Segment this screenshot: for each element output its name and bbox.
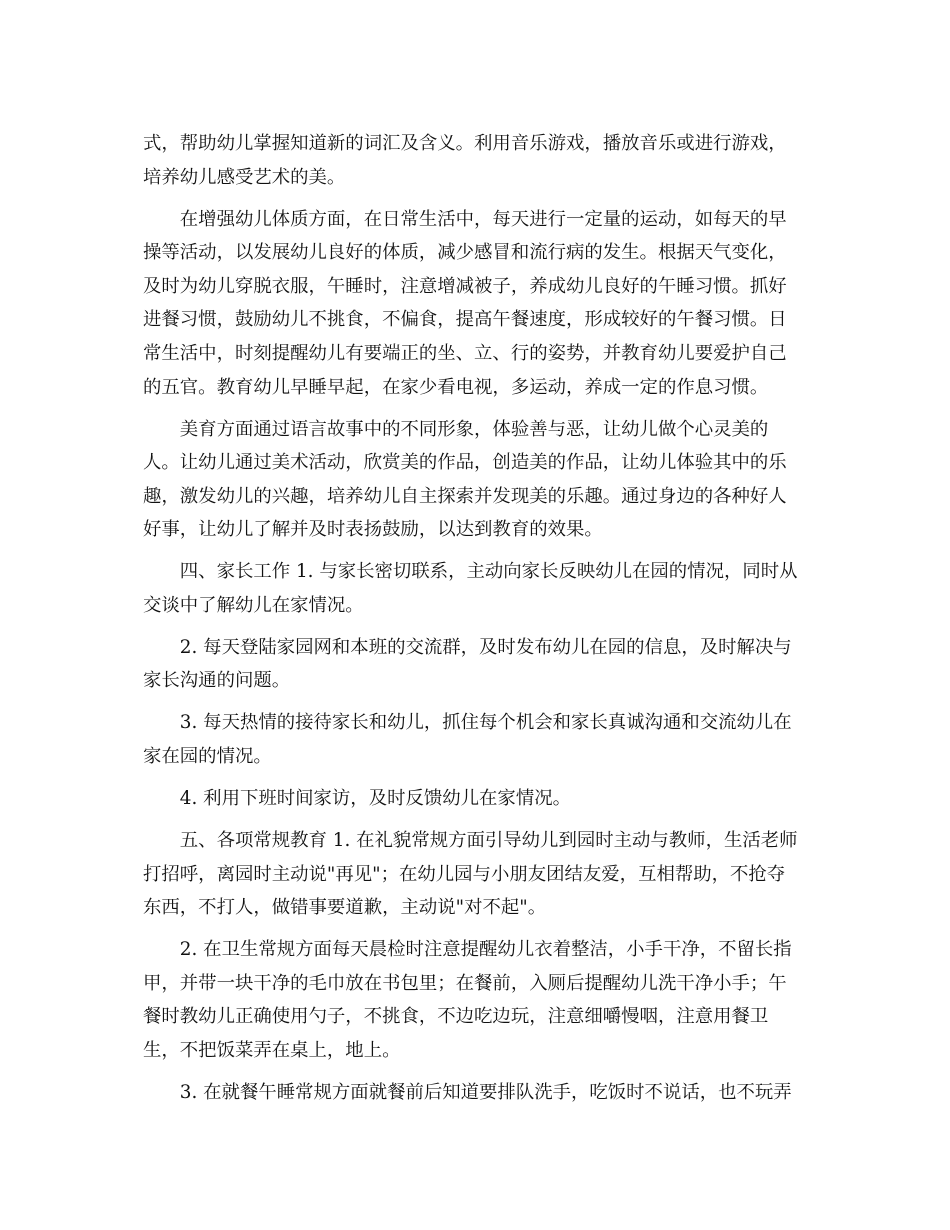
text-line: 生，不把饭菜弄在桌上，地上。 bbox=[143, 1039, 401, 1061]
text-line: 2. 在卫生常规方面每天晨检时注意提醒幼儿衣着整洁，小手干净，不留长指 bbox=[143, 939, 792, 961]
paragraph-parent-work-4 bbox=[143, 782, 803, 816]
text-line: 2. 每天登陆家园网和本班的交流群，及时发布幼儿在园的信息，及时解决与 bbox=[143, 636, 792, 658]
text-line: 在增强幼儿体质方面，在日常生活中，每天进行一定量的运动，如每天的早 bbox=[143, 208, 787, 230]
text-line: 家长沟通的问题。 bbox=[143, 670, 291, 692]
text-line: 3. 每天热情的接待家长和幼儿，抓住每个机会和家长真诚沟通和交流幼儿在 bbox=[143, 712, 792, 734]
text-line: 五、各项常规教育 1. 在礼貌常规方面引导幼儿到园时主动与教师，生活老师 bbox=[143, 830, 798, 852]
paragraph-routine-education-2 bbox=[143, 933, 803, 1067]
text-line: 交谈中了解幼儿在家情况。 bbox=[143, 594, 364, 616]
paragraph-routine-education-3 bbox=[143, 1076, 803, 1110]
text-line: 甲，并带一块干净的毛巾放在书包里；在餐前，入厕后提醒幼儿洗干净小手；午 bbox=[143, 972, 787, 994]
text-line: 美育方面通过语言故事中的不同形象，体验善与恶，让幼儿做个心灵美的 bbox=[143, 418, 769, 440]
paragraph-routine-education-1 bbox=[143, 824, 803, 925]
text-line: 餐时教幼儿正确使用勺子，不挑食，不边吃边玩，注意细嚼慢咽，注意用餐卫 bbox=[143, 1006, 769, 1028]
document-body bbox=[143, 127, 803, 1110]
paragraph-art-education-continued bbox=[143, 127, 803, 194]
text-line: 3. 在就餐午睡常规方面就餐前后知道要排队洗手，吃饭时不说话，也不玩弄 bbox=[143, 1081, 792, 1103]
text-line: 培养幼儿感受艺术的美。 bbox=[143, 166, 346, 188]
text-line: 东西，不打人，做错事要道歉，主动说"对不起"。 bbox=[143, 897, 547, 919]
text-line: 家在园的情况。 bbox=[143, 746, 272, 768]
paragraph-parent-work-1 bbox=[143, 555, 803, 622]
paragraph-physical-health bbox=[143, 203, 803, 405]
paragraph-aesthetic-education bbox=[143, 413, 803, 547]
text-line: 的五官。教育幼儿早睡早起，在家少看电视，多运动，养成一定的作息习惯。 bbox=[143, 376, 769, 398]
text-line: 好事，让幼儿了解并及时表扬鼓励，以达到教育的效果。 bbox=[143, 519, 603, 541]
text-line: 式，帮助幼儿掌握知道新的词汇及含义。利用音乐游戏，播放音乐或进行游戏， bbox=[143, 133, 787, 154]
text-line: 常生活中，时刻提醒幼儿有要端正的坐、立、行的姿势，并教育幼儿要爱护自己 bbox=[143, 342, 787, 364]
text-line: 四、家长工作 1. 与家长密切联系，主动向家长反映幼儿在园的情况，同时从 bbox=[143, 561, 798, 583]
text-line: 人。让幼儿通过美术活动，欣赏美的作品，创造美的作品，让幼儿体验其中的乐 bbox=[143, 452, 787, 474]
text-line: 操等活动，以发展幼儿良好的体质，减少感冒和流行病的发生。根据天气变化， bbox=[143, 242, 787, 264]
text-line: 及时为幼儿穿脱衣服，午睡时，注意增减被子，养成幼儿良好的午睡习惯。抓好 bbox=[143, 275, 787, 297]
paragraph-parent-work-3 bbox=[143, 706, 803, 773]
text-line: 趣，激发幼儿的兴趣，培养幼儿自主探索并发现美的乐趣。通过身边的各种好人 bbox=[143, 485, 787, 507]
paragraph-parent-work-2 bbox=[143, 631, 803, 698]
text-line: 4. 利用下班时间家访，及时反馈幼儿在家情况。 bbox=[143, 788, 571, 810]
text-line: 打招呼，离园时主动说"再见"；在幼儿园与小朋友团结友爱，互相帮助，不抢夺 bbox=[143, 863, 786, 885]
text-line: 进餐习惯，鼓励幼儿不挑食，不偏食，提高午餐速度，形成较好的午餐习惯。日 bbox=[143, 309, 787, 331]
